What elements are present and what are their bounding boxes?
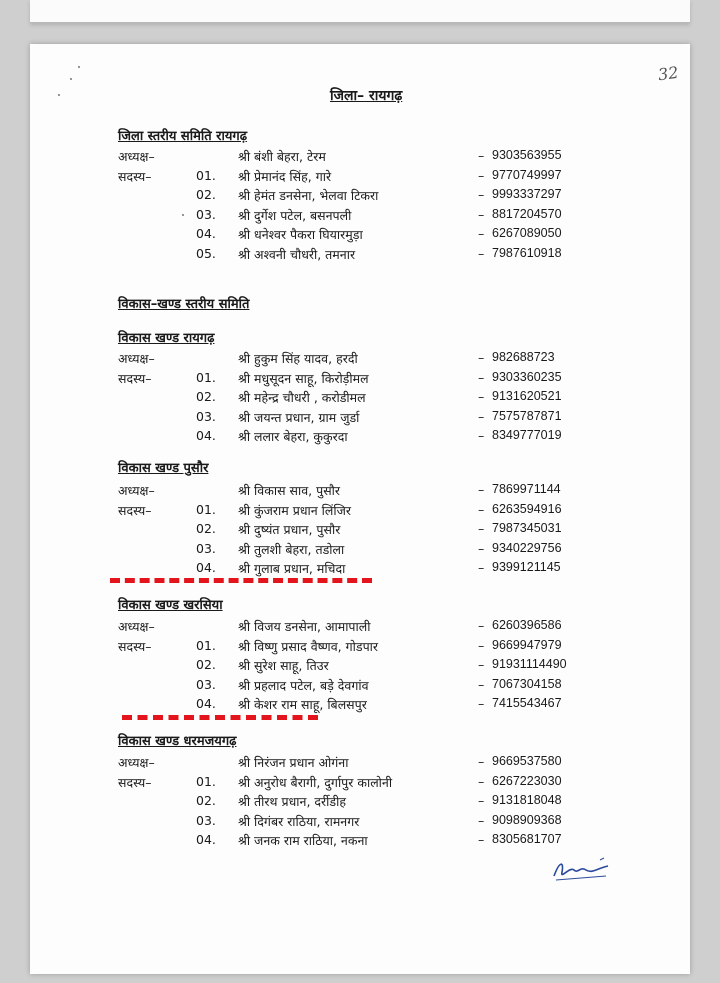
- member-row: [30, 168, 690, 187]
- dash-separator: –: [478, 696, 485, 712]
- member-name: श्री प्रेमानंद सिंह, गारे: [238, 168, 332, 184]
- member-phone: 6267223030: [492, 773, 562, 788]
- member-name: श्री अश्वनी चौधरी, तमनार: [238, 247, 356, 262]
- member-serial-number: 03.: [196, 676, 216, 692]
- member-phone: 8349777019: [492, 428, 562, 442]
- member-name: श्री केशर राम साहू, बिलसपुर: [238, 697, 367, 713]
- member-role: अध्यक्ष–: [118, 755, 155, 770]
- member-role: सदस्य–: [118, 168, 152, 184]
- block-dharamjaigarh-heading: विकास खण्ड धरमजयगढ़: [118, 734, 237, 749]
- dash-separator: –: [478, 206, 485, 222]
- member-role: अध्यक्ष–: [118, 483, 155, 498]
- member-name: श्री प्रहलाद पटेल, बड़े देवगांव: [238, 677, 369, 693]
- member-name: श्री धनेश्वर पैकरा घियारमुड़ा: [238, 227, 363, 243]
- member-phone: 9131620521: [492, 389, 562, 403]
- block-kharsia-heading: विकास खण्ड खरसिया: [118, 598, 223, 613]
- block-pusaur-heading: विकास खण्ड पुसौर: [118, 461, 209, 476]
- member-serial-number: 01.: [196, 773, 216, 789]
- dash-separator: –: [478, 832, 485, 848]
- member-role: सदस्य–: [118, 502, 152, 518]
- member-row: [30, 560, 690, 579]
- district-title: जिला– रायगढ़: [330, 88, 403, 104]
- member-name: श्री जनक राम राठिया, नकना: [238, 833, 368, 849]
- member-name: श्री अनुरोध बैरागी, दुर्गापुर कालोनी: [238, 774, 393, 790]
- member-phone: 6267089050: [492, 226, 562, 241]
- red-dashed-mark: [110, 578, 372, 583]
- member-serial-number: 04.: [196, 226, 216, 242]
- member-role: सदस्य–: [118, 774, 152, 790]
- member-name: श्री दिगंबर राठिया, रामनगर: [238, 813, 360, 829]
- member-name: श्री मधुसूदन साहू, किरोड़ीमल: [238, 370, 369, 386]
- dash-separator: –: [478, 389, 485, 404]
- member-serial-number: 04.: [196, 696, 216, 712]
- member-role: सदस्य–: [118, 638, 152, 654]
- member-serial-number: 03.: [196, 206, 216, 222]
- member-row: [30, 428, 690, 447]
- member-name: श्री सुरेश साहू, तिउर: [238, 658, 329, 674]
- dash-separator: –: [478, 350, 485, 365]
- member-serial-number: 04.: [196, 832, 216, 848]
- member-row: [30, 187, 690, 206]
- member-phone: 7575787871: [492, 408, 562, 423]
- previous-page-edge: [30, 0, 690, 23]
- dash-separator: –: [478, 148, 485, 163]
- member-row: [30, 350, 690, 369]
- member-phone: 7415543467: [492, 696, 562, 711]
- member-phone: 9770749997: [492, 167, 562, 182]
- block-raigarh-heading: विकास खण्ड रायगढ़: [118, 331, 215, 346]
- dash-separator: –: [478, 540, 485, 556]
- dash-separator: –: [478, 793, 485, 809]
- member-name: श्री विकास साव, पुसौर: [238, 483, 340, 498]
- member-name: श्री विजय डनसेना, आमापाली: [238, 619, 371, 634]
- member-phone: 9399121145: [492, 560, 561, 575]
- dash-separator: –: [478, 676, 485, 692]
- member-phone: 9303360235: [492, 369, 562, 384]
- member-serial-number: 01.: [196, 369, 216, 385]
- member-serial-number: 03.: [196, 812, 216, 828]
- member-name: श्री ललार बेहरा, कुकुरदा: [238, 429, 348, 444]
- document-page: [30, 44, 690, 974]
- dash-separator: –: [478, 501, 485, 517]
- member-role: अध्यक्ष–: [118, 149, 155, 164]
- member-row: [30, 638, 690, 657]
- member-name: श्री जयन्त प्रधान, ग्राम जुर्डा: [238, 409, 360, 425]
- dash-separator: –: [478, 560, 485, 576]
- dash-separator: –: [478, 657, 485, 673]
- member-phone: 9669947979: [492, 637, 562, 652]
- page-number: 32: [656, 62, 680, 85]
- member-phone: 7987610918: [492, 246, 562, 260]
- member-name: श्री महेन्द्र चौधरी , करोडीमल: [238, 390, 366, 405]
- member-serial-number: 01.: [196, 167, 216, 183]
- dash-separator: –: [478, 428, 485, 443]
- member-phone: 9669537580: [492, 754, 562, 768]
- dash-separator: –: [478, 246, 485, 261]
- member-phone: 982688723: [492, 350, 555, 364]
- member-phone: 9303563955: [492, 148, 562, 162]
- member-row: [30, 370, 690, 389]
- member-serial-number: 02.: [196, 657, 216, 673]
- member-row: [30, 409, 690, 428]
- member-serial-number: 04.: [196, 560, 216, 576]
- member-row: [30, 832, 690, 851]
- member-phone: 9098909368: [492, 812, 562, 827]
- member-serial-number: 04.: [196, 428, 216, 443]
- member-row: [30, 793, 690, 812]
- member-row: [30, 618, 690, 637]
- member-name: श्री दुष्यंत प्रधान, पुसौर: [238, 522, 341, 538]
- dash-separator: –: [478, 521, 485, 537]
- member-name: श्री दुर्गेश पटेल, बसनपली: [238, 207, 352, 223]
- member-phone: 8305681707: [492, 832, 562, 847]
- member-row: [30, 207, 690, 226]
- member-serial-number: 02.: [196, 793, 216, 809]
- member-phone: 6263594916: [492, 501, 562, 516]
- dash-separator: –: [478, 167, 485, 183]
- member-role: अध्यक्ष–: [118, 619, 155, 634]
- member-row: [30, 813, 690, 832]
- dash-separator: –: [478, 226, 485, 242]
- member-row: [30, 657, 690, 676]
- member-row: [30, 696, 690, 715]
- member-name: श्री विष्णु प्रसाद वैष्णव, गोडपार: [238, 638, 379, 654]
- member-serial-number: 02.: [196, 187, 216, 203]
- member-serial-number: 01.: [196, 501, 216, 517]
- member-row: [30, 541, 690, 560]
- member-phone: 8817204570: [492, 206, 562, 221]
- dash-separator: –: [478, 812, 485, 828]
- dash-separator: –: [478, 187, 485, 203]
- member-name: श्री तुलशी बेहरा, तडोला: [238, 541, 345, 557]
- member-phone: 7869971144: [492, 482, 561, 496]
- block-level-committee-heading: विकास–खण्ड स्तरीय समिति: [118, 297, 250, 312]
- dash-separator: –: [478, 408, 485, 424]
- dash-separator: –: [478, 773, 485, 789]
- dash-separator: –: [478, 369, 485, 385]
- dash-separator: –: [478, 637, 485, 653]
- member-phone: 7987345031: [492, 521, 562, 536]
- dash-separator: –: [478, 482, 485, 497]
- member-row: [30, 246, 690, 265]
- member-row: [30, 502, 690, 521]
- member-name: श्री निरंजन प्रधान ओगंना: [238, 755, 349, 770]
- member-serial-number: 05.: [196, 246, 216, 261]
- member-name: श्री बंशी बेहरा, टेरम: [238, 149, 326, 164]
- dash-separator: –: [478, 618, 485, 633]
- member-role: सदस्य–: [118, 370, 152, 386]
- member-phone: 91931114490: [492, 657, 567, 672]
- district-committee-heading: जिला स्तरीय समिति रायगढ़: [118, 129, 248, 144]
- member-name: श्री कुंजराम प्रधान लिंजिर: [238, 502, 352, 518]
- member-serial-number: 02.: [196, 389, 216, 404]
- member-serial-number: 02.: [196, 521, 216, 537]
- signature: [550, 854, 614, 884]
- member-row: [30, 677, 690, 696]
- member-role: अध्यक्ष–: [118, 351, 155, 366]
- member-name: श्री गुलाब प्रधान, मचिदा: [238, 561, 346, 577]
- member-row: [30, 482, 690, 501]
- member-phone: 7067304158: [492, 676, 562, 691]
- member-row: [30, 389, 690, 408]
- member-serial-number: 03.: [196, 540, 216, 556]
- member-phone: 9340229756: [492, 540, 562, 555]
- member-name: श्री तीरथ प्रधान, दर्रीडीह: [238, 794, 346, 810]
- member-row: [30, 148, 690, 167]
- member-phone: 6260396586: [492, 618, 562, 632]
- member-name: श्री हुकुम सिंह यादव, हरदी: [238, 351, 358, 366]
- member-phone: 9993337297: [492, 187, 562, 202]
- member-name: श्री हेमंत डनसेना, भेलवा टिकरा: [238, 188, 379, 204]
- member-row: [30, 521, 690, 540]
- member-row: [30, 774, 690, 793]
- red-dashed-mark: [122, 715, 318, 720]
- member-row: [30, 754, 690, 773]
- member-serial-number: 01.: [196, 637, 216, 653]
- dash-separator: –: [478, 754, 485, 769]
- member-row: [30, 226, 690, 245]
- member-serial-number: 03.: [196, 408, 216, 424]
- member-phone: 9131818048: [492, 793, 562, 808]
